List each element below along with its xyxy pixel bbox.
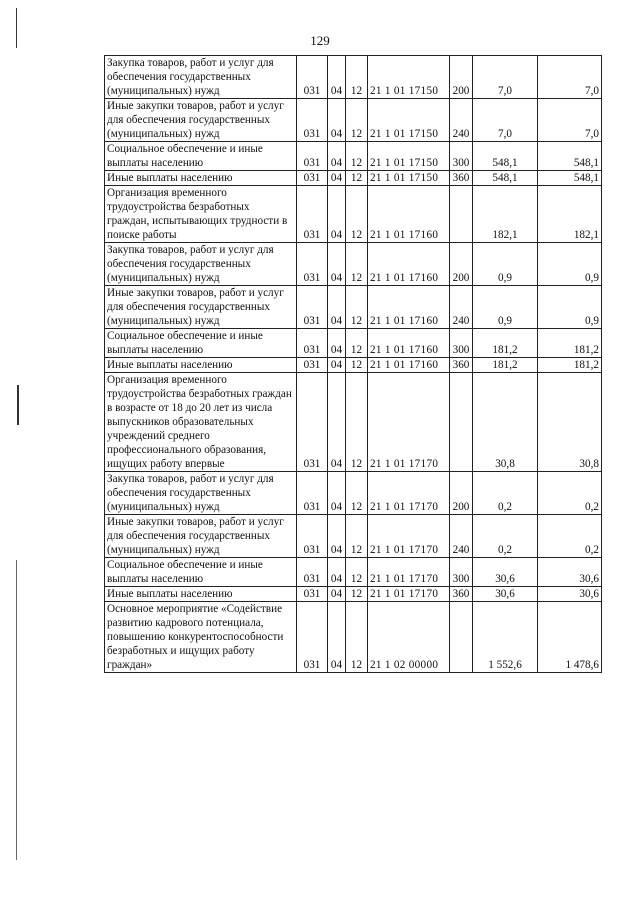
target-article-code: 21 1 01 17150 bbox=[368, 142, 450, 171]
amount-year-1: 181,2 bbox=[473, 358, 538, 373]
expense-type-code bbox=[450, 186, 473, 243]
expense-type-code: 200 bbox=[450, 56, 473, 99]
table-row bbox=[105, 186, 602, 243]
budget-table bbox=[104, 55, 602, 673]
table-row bbox=[105, 587, 602, 602]
amount-year-1: 0,2 bbox=[473, 515, 538, 558]
table-row bbox=[105, 515, 602, 558]
row-description: Социальное обеспечение и иные выплаты населению bbox=[105, 329, 297, 358]
amount-year-1: 0,2 bbox=[473, 472, 538, 515]
target-article-code: 21 1 01 17170 bbox=[368, 515, 450, 558]
amount-year-2: 0,9 bbox=[538, 243, 602, 286]
subsection-code: 12 bbox=[346, 358, 368, 373]
table-row bbox=[105, 602, 602, 673]
expense-type-code: 300 bbox=[450, 329, 473, 358]
amount-year-2: 0,9 bbox=[538, 286, 602, 329]
subsection-code: 12 bbox=[346, 329, 368, 358]
section-code: 04 bbox=[328, 587, 346, 602]
target-article-code: 21 1 02 00000 bbox=[368, 602, 450, 673]
section-code: 04 bbox=[328, 472, 346, 515]
target-article-code: 21 1 01 17160 bbox=[368, 329, 450, 358]
amount-year-2: 548,1 bbox=[538, 171, 602, 186]
subsection-code: 12 bbox=[346, 142, 368, 171]
row-description: Иные выплаты населению bbox=[105, 358, 297, 373]
grbs-code: 031 bbox=[297, 56, 328, 99]
table-row bbox=[105, 358, 602, 373]
row-description: Организация временного трудоустройства безработных граждан, испытывающих трудности в поиске работы bbox=[105, 186, 297, 243]
table-row bbox=[105, 286, 602, 329]
row-description: Иные выплаты населению bbox=[105, 587, 297, 602]
row-description: Организация временного трудоустройства безработных граждан в возрасте от 18 до 20 лет из числа выпускников образовательных учреждений среднего профессионального образования, ищущих работу впервые bbox=[105, 373, 297, 472]
grbs-code: 031 bbox=[297, 602, 328, 673]
target-article-code: 21 1 01 17150 bbox=[368, 56, 450, 99]
expense-type-code bbox=[450, 373, 473, 472]
amount-year-1: 7,0 bbox=[473, 56, 538, 99]
target-article-code: 21 1 01 17160 bbox=[368, 186, 450, 243]
table-row bbox=[105, 472, 602, 515]
grbs-code: 031 bbox=[297, 558, 328, 587]
table-row bbox=[105, 99, 602, 142]
grbs-code: 031 bbox=[297, 329, 328, 358]
scan-edge-mark bbox=[16, 560, 17, 860]
grbs-code: 031 bbox=[297, 171, 328, 186]
section-code: 04 bbox=[328, 171, 346, 186]
section-code: 04 bbox=[328, 243, 346, 286]
amount-year-2: 181,2 bbox=[538, 358, 602, 373]
amount-year-1: 0,9 bbox=[473, 243, 538, 286]
scan-edge-mark bbox=[16, 8, 17, 48]
target-article-code: 21 1 01 17170 bbox=[368, 472, 450, 515]
row-description: Иные закупки товаров, работ и услуг для обеспечения государственных (муниципальных) нужд bbox=[105, 515, 297, 558]
target-article-code: 21 1 01 17160 bbox=[368, 358, 450, 373]
page-number: 129 bbox=[310, 33, 330, 48]
amount-year-1: 1 552,6 bbox=[473, 602, 538, 673]
grbs-code: 031 bbox=[297, 243, 328, 286]
row-description: Закупка товаров, работ и услуг для обеспечения государственных (муниципальных) нужд bbox=[105, 243, 297, 286]
expense-type-code: 200 bbox=[450, 472, 473, 515]
row-description: Иные выплаты населению bbox=[105, 171, 297, 186]
grbs-code: 031 bbox=[297, 186, 328, 243]
target-article-code: 21 1 01 17160 bbox=[368, 286, 450, 329]
row-description: Иные закупки товаров, работ и услуг для обеспечения государственных (муниципальных) нужд bbox=[105, 99, 297, 142]
expense-type-code: 200 bbox=[450, 243, 473, 286]
amount-year-1: 548,1 bbox=[473, 171, 538, 186]
section-code: 04 bbox=[328, 602, 346, 673]
grbs-code: 031 bbox=[297, 472, 328, 515]
expense-type-code: 300 bbox=[450, 142, 473, 171]
subsection-code: 12 bbox=[346, 472, 368, 515]
section-code: 04 bbox=[328, 358, 346, 373]
amount-year-2: 548,1 bbox=[538, 142, 602, 171]
subsection-code: 12 bbox=[346, 243, 368, 286]
expense-type-code: 360 bbox=[450, 587, 473, 602]
amount-year-1: 0,9 bbox=[473, 286, 538, 329]
subsection-code: 12 bbox=[346, 171, 368, 186]
row-description: Социальное обеспечение и иные выплаты населению bbox=[105, 142, 297, 171]
subsection-code: 12 bbox=[346, 587, 368, 602]
section-code: 04 bbox=[328, 99, 346, 142]
expense-type-code bbox=[450, 602, 473, 673]
section-code: 04 bbox=[328, 142, 346, 171]
scan-edge-mark bbox=[17, 385, 19, 425]
section-code: 04 bbox=[328, 558, 346, 587]
row-description: Социальное обеспечение и иные выплаты населению bbox=[105, 558, 297, 587]
amount-year-2: 0,2 bbox=[538, 515, 602, 558]
target-article-code: 21 1 01 17160 bbox=[368, 243, 450, 286]
expense-type-code: 240 bbox=[450, 515, 473, 558]
expense-type-code: 240 bbox=[450, 286, 473, 329]
target-article-code: 21 1 01 17170 bbox=[368, 373, 450, 472]
subsection-code: 12 bbox=[346, 602, 368, 673]
table-row bbox=[105, 142, 602, 171]
expense-type-code: 300 bbox=[450, 558, 473, 587]
target-article-code: 21 1 01 17150 bbox=[368, 171, 450, 186]
expense-type-code: 360 bbox=[450, 358, 473, 373]
amount-year-2: 1 478,6 bbox=[538, 602, 602, 673]
grbs-code: 031 bbox=[297, 358, 328, 373]
amount-year-2: 7,0 bbox=[538, 99, 602, 142]
row-description: Иные закупки товаров, работ и услуг для обеспечения государственных (муниципальных) нужд bbox=[105, 286, 297, 329]
amount-year-1: 181,2 bbox=[473, 329, 538, 358]
target-article-code: 21 1 01 17150 bbox=[368, 99, 450, 142]
amount-year-2: 7,0 bbox=[538, 56, 602, 99]
table-row bbox=[105, 558, 602, 587]
grbs-code: 031 bbox=[297, 99, 328, 142]
subsection-code: 12 bbox=[346, 373, 368, 472]
subsection-code: 12 bbox=[346, 99, 368, 142]
section-code: 04 bbox=[328, 515, 346, 558]
section-code: 04 bbox=[328, 186, 346, 243]
row-description: Закупка товаров, работ и услуг для обеспечения государственных (муниципальных) нужд bbox=[105, 56, 297, 99]
amount-year-1: 30,6 bbox=[473, 558, 538, 587]
grbs-code: 031 bbox=[297, 286, 328, 329]
amount-year-2: 30,6 bbox=[538, 587, 602, 602]
amount-year-1: 30,6 bbox=[473, 587, 538, 602]
amount-year-2: 181,2 bbox=[538, 329, 602, 358]
subsection-code: 12 bbox=[346, 56, 368, 99]
section-code: 04 bbox=[328, 286, 346, 329]
grbs-code: 031 bbox=[297, 587, 328, 602]
section-code: 04 bbox=[328, 56, 346, 99]
grbs-code: 031 bbox=[297, 373, 328, 472]
section-code: 04 bbox=[328, 329, 346, 358]
target-article-code: 21 1 01 17170 bbox=[368, 558, 450, 587]
section-code: 04 bbox=[328, 373, 346, 472]
amount-year-2: 0,2 bbox=[538, 472, 602, 515]
target-article-code: 21 1 01 17170 bbox=[368, 587, 450, 602]
amount-year-1: 182,1 bbox=[473, 186, 538, 243]
table-row bbox=[105, 373, 602, 472]
subsection-code: 12 bbox=[346, 558, 368, 587]
table-row bbox=[105, 56, 602, 99]
row-description: Основное мероприятие «Содействие развитию кадрового потенциала, повышению конкурентоспособности безработных и ищущих работу граждан» bbox=[105, 602, 297, 673]
expense-type-code: 360 bbox=[450, 171, 473, 186]
row-description: Закупка товаров, работ и услуг для обеспечения государственных (муниципальных) нужд bbox=[105, 472, 297, 515]
amount-year-2: 30,6 bbox=[538, 558, 602, 587]
table-row bbox=[105, 243, 602, 286]
table-row bbox=[105, 171, 602, 186]
amount-year-2: 182,1 bbox=[538, 186, 602, 243]
amount-year-1: 7,0 bbox=[473, 99, 538, 142]
amount-year-1: 548,1 bbox=[473, 142, 538, 171]
subsection-code: 12 bbox=[346, 286, 368, 329]
grbs-code: 031 bbox=[297, 515, 328, 558]
subsection-code: 12 bbox=[346, 186, 368, 243]
subsection-code: 12 bbox=[346, 515, 368, 558]
table-row bbox=[105, 329, 602, 358]
grbs-code: 031 bbox=[297, 142, 328, 171]
amount-year-1: 30,8 bbox=[473, 373, 538, 472]
amount-year-2: 30,8 bbox=[538, 373, 602, 472]
expense-type-code: 240 bbox=[450, 99, 473, 142]
